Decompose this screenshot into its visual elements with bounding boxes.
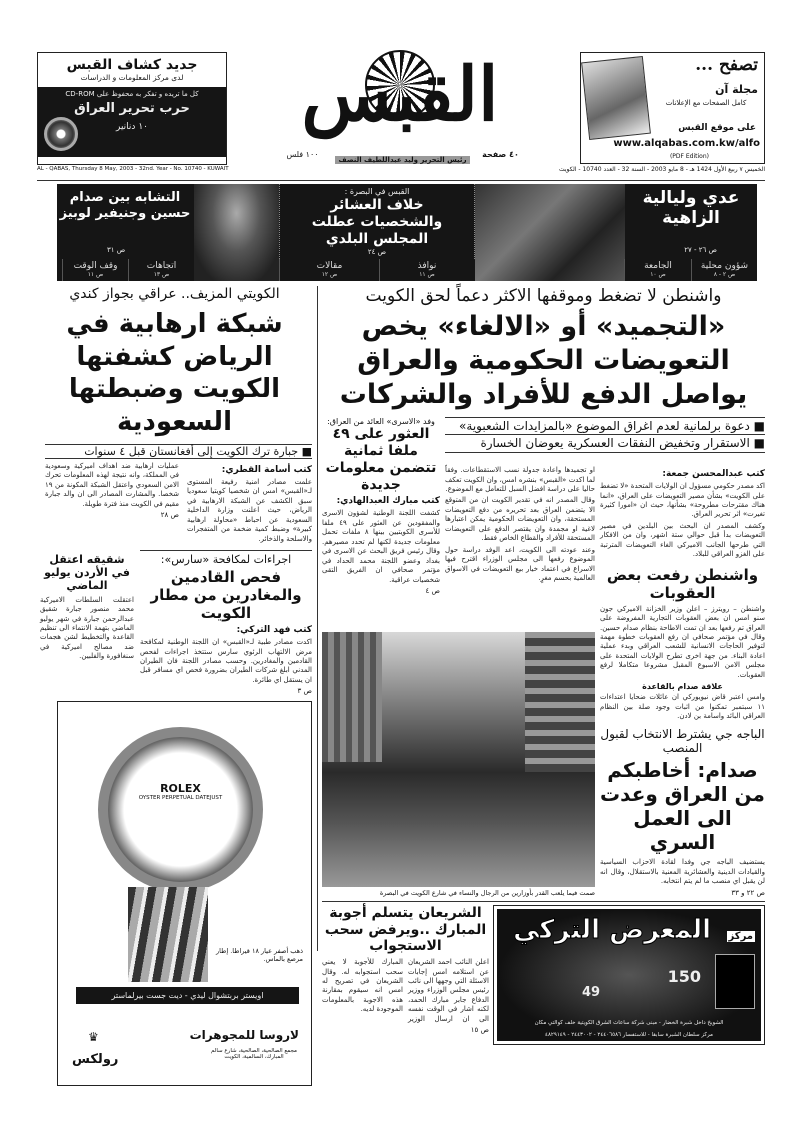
paragraph: اكدت مصادر طبية لـ«القبس» ان اللجنة الوطنية لمكافحة مرض الالتهاب الرئوي سارس ستتخذ اجراءات لفحص القادمين والمغادرين. وحسب مصادر اللجنة فان الطيران المدني ابلغ شركات الطيران بضرورة فحص اي مسافر قبل ان يستقل اي طائرة. (140, 638, 312, 684)
sanctions-story (600, 566, 765, 722)
tab-nawafidh[interactable]: نوافذ ص ١١ (379, 259, 474, 281)
paragraph: او تجميدها واعادة جدولة نسب الاستقطاعات. وفقاً لما اكدت «القبس» بنشره امس، وان الكويت تعكف حاليا على دراسة افضل السبل للتعامل مع الموضوع. (445, 466, 595, 494)
riyadh-columns (37, 462, 312, 546)
paragraph: وقال المصدر انه في تقدير الكويت ان من المتوقع الا يتضمن العراق بعد تحريره من دفع التعويضات المستحقة، وان التعويضات الحكومية يمكن اعتبارها لاغية او مجمدة وان يقتصر الدفع على التعويضات المستحقة للأفراد والقطاع الخاص فقط. (445, 496, 595, 543)
rolex-arabic-logo: رولكس (72, 1052, 119, 1068)
story-headline: شقيقه اعتقل في الأردن يوليو الماضي (44, 553, 130, 593)
ad-price: ١٠ دنانير (116, 122, 148, 132)
lead-area (322, 286, 765, 1045)
price-big: 150 (667, 966, 701, 986)
rolex-ad[interactable] (57, 701, 312, 1086)
price: ١٠٠ فلس (286, 150, 319, 159)
lower-stories (37, 550, 312, 695)
ad-subtitle: لدى مركز المعلومات و الدراسات (80, 73, 184, 82)
brother-story (40, 550, 134, 695)
paragraph: اعلن النائب احمد الشريعان عن استلامه امس إجابات الاسئلة التي وجهها الى نائب رئيس مجلس الوزراء ووزير الدفاع جابر مبارك الحمد، لكنه اشار في الوقت نفسه الى ان ارسال الوزير المبارك للأجوبة لا يعني سحب استجوابه له. وقال الشريعان في تصريح له امس انه سيقوم بمقارنة هذه الاجوبة بالمعلومات الموجودة لديه. (322, 958, 489, 1023)
ad-title: تصفح ... (695, 55, 758, 75)
date-line-ar: الخميس ٧ ربيع الأول 1424 هـ - 8 مايو 2003 - السنة 32 - العدد 10740 - الكويت (559, 166, 765, 173)
riyadh-kicker: الكويتي المزيف.. عراقي بجواز كندي (69, 286, 280, 302)
tab-university[interactable]: الجامعة ص ١٠ (624, 259, 691, 281)
story-headline: صدام: أخاطبكم من العراق وعدت الى العمل السري (600, 758, 765, 855)
paragraph: وعند عودته الى الكويت، اعد الوفد دراسة حول الموضوع رفعها الى مجلس الوزراء اقترح فيها الاسراع في اعتماد خيار بيع التعويضات في الاسواق العالمية بحسم مغرٍ. (445, 545, 595, 582)
paragraph: كشفت اللجنة الوطنية لشؤون الاسرى والمفقودين عن العثور على ٤٩ ملفا للأسرى الكويتيين بينها ٨ ملفات تحمل معلومات جديدة لكنها لم تحدد مصيرهم. وقال رئيس فريق البحث عن الاسرى في بغداد وعضو اللجنة محمد الحداد في مؤتمر صحافي ان الفريق التقى شخصيات عراقية. (322, 509, 440, 584)
ad-line: كل ما تريده و تفكر به محفوظ على CD-ROM (65, 90, 199, 98)
promo-kicker: القبس في البصرة : (344, 187, 410, 196)
paragraph: واشنطن – رويترز – اعلن وزير الخزانة الاميركي جون سنو امس ان بعض العقوبات التجارية المفروضة على العراق تم رفعها بعد ان تمت الاطاحة بنظام صدام حسين. وقال في مؤتمر صحافي ان رفع العقوبات خطوة مهمة لتوفير الحاجات الانسانية للشعب العراقي وبدء عملية اعادة البناء. من جهة اخرى تطرح الولايات المتحدة على مجلس الامن الاسبوع المقبل مشروعا متكاملا لرفع العقوبات. (600, 604, 765, 679)
lead-headline: «التجميد» أو «الالغاء» يخص التعويضات الحكومية والعراق يواصل الدفع للأفراد والشركات (339, 311, 748, 410)
lead-deck (445, 417, 765, 462)
story-kicker: الباجه جي يشترط الانتخاب لقبول المنصب (600, 727, 765, 756)
paragraph: عمليات ارهابية ضد اهداف اميركية وسعودية في المملكة، وانه نتيجة لهذه المعلومات تحرك الامن السعودي واعتقل الشبكة المكونة من ١٩ شخصا. والمشارت المصادر الى ان والد جبارة مقيم في الكويت منذ فترة طويلة. (45, 462, 179, 508)
ad-magazine: مجلة آن (715, 83, 758, 96)
story-headline: واشنطن رفعت بعض العقوبات (606, 565, 759, 602)
byline: كتب فهد التركي: (236, 625, 312, 636)
promo-lopez[interactable] (57, 184, 279, 259)
ad-site-label: على موقع القبس (678, 123, 756, 133)
ad-edition: (PDF Edition) (669, 153, 709, 160)
ad-title: جديد كشاف القبس (66, 57, 198, 73)
story-headline: فحص القادمين والمغادرين من مطار الكويت (150, 568, 302, 623)
magazine-ad[interactable] (580, 52, 765, 164)
byline: كتب أسامة القطري: (221, 465, 312, 475)
byline: كتب عبدالمحسن جمعة: (662, 469, 765, 480)
riyadh-col-2 (45, 462, 179, 546)
deck-line: ■ الاستقرار وتخفيض النفقات العسكرية يعوضان الخسارة (445, 434, 765, 452)
turkish-exhibition-ad[interactable] (493, 905, 765, 1045)
watch-tagline: اويستر بربتشوال ليدي - ديت جست بيرلماستر (76, 987, 299, 1004)
page-count: ٤٠ صفحة (482, 150, 519, 159)
tab-trends[interactable]: اتجاهات ص ١٣ (128, 259, 194, 281)
ad-headline: حرب تحرير العراق (74, 101, 190, 116)
deck-line: ■ دعوة برلمانية لعدم اغراق الموضوع «بالمزايدات الشعبوية» (445, 417, 765, 434)
page-ref: ص ٢٢ و ٣٣ (731, 888, 765, 897)
page-ref: ص ٣ (297, 687, 312, 696)
editor-line: رئيس التحرير وليد عبداللطيف النصف (335, 156, 470, 164)
watch-brand: ROLEX (160, 782, 201, 796)
crown-icon: ♛ (88, 1030, 99, 1045)
photo-block (322, 632, 595, 897)
saddam-story (600, 727, 765, 896)
promo-ref: ص ٣١ (107, 246, 126, 254)
magazine-cover (581, 56, 651, 140)
story-headline: العثور على ٤٩ ملفا ثمانية تتضمن معلومات جديدة (325, 426, 437, 493)
section-tabs (57, 259, 757, 281)
right-column (600, 466, 765, 897)
masthead-logo (235, 50, 565, 142)
subhead: علاقة صدام بالقاعدة (642, 682, 723, 692)
paragraph: اكد مصدر حكومي مسؤول ان الولايات المتحدة «لا تضغط على الكويت» بشأن مصير التعويضات على العراق، «انما هناك مقترحات مطروحة» بشأنها، حيث ان «امورا كثيرة تغيرت» اثر تحرير العراق. (600, 482, 765, 519)
left-area (37, 286, 312, 1086)
captives-story (322, 417, 440, 606)
tab-articles[interactable]: مقالات ص ١٢ (279, 259, 379, 281)
page-ref: ص ٢٨ (160, 511, 179, 520)
lead-col-1 (600, 469, 765, 560)
tab-time[interactable]: وقف الوقت ص ١١ (62, 259, 128, 281)
promo-title: عدي وليالية الزاهية (642, 188, 740, 229)
story-kicker: اجراءات لمكافحة «سارس»: (160, 553, 292, 567)
paragraph: اعتقلت السلطات الاميركية محمد منصور جبارة شقيق عبدالرحمن جبارة في شهر يوليو الماضي بتهمة الانتماء الى تنظيم القاعدة والتخطيط لشن هجمات ضد مصالح اميركية في سنغافورة والفلبين. (40, 595, 134, 661)
promo-title: خلاف العشائر والشخصيات عطلت المجلس البلدي (311, 197, 443, 247)
ad-footer-1: الشويخ داخل شبرة الخضار - مبنى شركة ساعات الشرق الكويتية خلف كوالتي مكان (534, 1019, 724, 1026)
airport-story (140, 550, 312, 695)
promo-strip (57, 184, 757, 281)
riyadh-deck: ■ جبارة ترك الكويت إلى أفغانستان قبل ٤ سنوات (45, 444, 312, 459)
photo-caption: صمت فيما يلعب القدر بأوزارين من الرجال والنساء في شارع الكويت في البصرة (379, 888, 595, 897)
riyadh-col-1 (187, 462, 312, 546)
page-ref: ص ١٥ (470, 1026, 489, 1035)
promo-ref: ص ٢٦ - ٢٧ (684, 246, 717, 254)
product-image (715, 954, 755, 1009)
price-small: 49 (582, 984, 601, 1000)
story-kicker: وفد «الاسرى» العائد من العراق: (327, 417, 435, 427)
watch-model: OYSTER PERPETUAL DATEJUST (138, 795, 223, 802)
page-ref: ص ٤ (425, 586, 440, 595)
dealer-name: لاروسا للمجوهرات (189, 1028, 299, 1043)
riyadh-headline: شبكة ارهابية في الرياض كشفتها الكويت وضبطتها السعودية (66, 309, 283, 437)
cd-icon (44, 117, 78, 151)
paragraph: يستضيف الباجه جي وفدا لقادة الاحزاب السياسية والقيادات الدينية والعشائرية المعنية بالاستقلال، وقال انه لن يقبل اي منصب ما لم يتم انتخابه. (600, 858, 765, 886)
ad-prefix: مركز (728, 930, 753, 942)
bottom-row (322, 901, 765, 1045)
paragraph: وكشف المصدر ان البحث بين البلدين في مصير التعويضات بدأ قبل حوالي ستة اشهر، وان من الافكار التي طرحها الجانب الاميركي الغاء التعويضات المترتبة على الغزو العراقي للبلاد. (600, 521, 765, 559)
cd-rom-ad[interactable] (37, 52, 227, 165)
story-headline: الشريعان يتسلم أجوبة المبارك ..ويرفض سحب الاستجواب (324, 904, 487, 955)
watch-desc: ذهب أصفر عيار ١٨ قيراطا. إطار مرصع بالماس. (216, 947, 303, 964)
shuraian-story (322, 905, 489, 1045)
byline: كتب مبارك العبدالهادي: (336, 496, 440, 507)
paragraph: علمت مصادر امنية رفيعة المستوى لـ«القبس» امس ان شخصيا كويتيا سعوديا سبق الكشف عن الشبكة الارهابية في الرياض، حيث اعلنت وزارة الداخلية السعودية عن احباط «محاولة ارهابية كبيرة» وضبط كمية ضخمة من المتفجرات والاسلحة والذخائر. (187, 478, 312, 543)
dealer-address: مجمع الصالحية، الصالحية، شارع سالم المبارك، السالمية، الكويت (211, 1048, 297, 1061)
ad-desc: كامل الصفحات مع الإعلانات (665, 99, 747, 107)
promo-uday[interactable] (474, 184, 757, 259)
promo-ref: ص ٢٤ (367, 248, 387, 257)
lead-kicker: واشنطن لا تضغط وموقفها الاكثر دعماً لحق الكويت (365, 286, 722, 306)
logo-text: القبس (301, 52, 499, 138)
watch-bracelet (128, 887, 208, 982)
ad-url[interactable]: www.alqabas.com.kw/alfo (613, 138, 760, 149)
watch-icon (98, 727, 263, 892)
promo-title: التشابه بين صدام حسين وجنيفير لوبيز (59, 190, 191, 221)
lead-col-2 (445, 466, 595, 606)
paragraph: وامس اعتبر قاض نيويوركي ان عائلات ضحايا اعتداءات ١١ سبتمبر تمكنوا من اثبات وجود صلة بين النظام العراقي البائد واسامة بن لادن. (600, 693, 765, 721)
date-line-en: AL - QABAS, Thursday 8 May, 2003 - 32nd. Year - No. 10740 - KUWAIT (37, 166, 229, 172)
lead-grid (322, 417, 765, 1045)
news-photo (322, 632, 595, 887)
tab-local[interactable]: شؤون محلية ص ٢ - ٨ (691, 259, 757, 281)
ad-footer-2: مركز سلطان الشبرة سابقا - للاستفسار ٢٤٤٠٦٥٨٦ - ٢٤٤٣٠٠٢ - ٤٨٢٩١٤٩ (545, 1031, 713, 1038)
ad-title: المعرض التركي (513, 914, 711, 945)
promo-basra[interactable] (279, 184, 474, 259)
